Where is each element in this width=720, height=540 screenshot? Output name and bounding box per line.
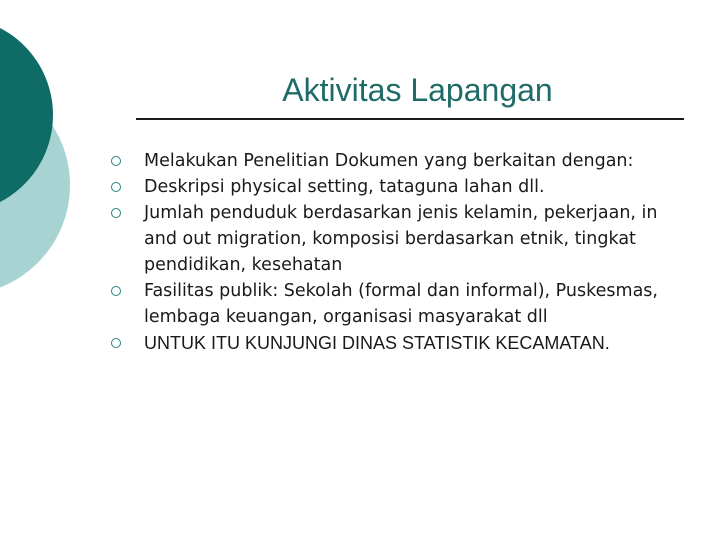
bullet-text: UNTUK ITU KUNJUNGI DINAS STATISTIK KECAMATAN. xyxy=(144,333,610,353)
bullet-item xyxy=(110,174,670,200)
bullet-item xyxy=(110,148,670,174)
title-divider xyxy=(136,118,684,120)
bullet-item xyxy=(110,200,670,278)
hollow-circle-bullet-icon xyxy=(111,338,121,348)
hollow-circle-bullet-icon xyxy=(111,156,121,166)
bullet-text: Jumlah penduduk berdasarkan jenis kelamin, pekerjaan, in and out migration, komposisi berdasarkan etnik, tingkat pendidikan, kesehatan xyxy=(144,203,658,275)
bullet-list xyxy=(110,148,670,357)
bullet-text: Melakukan Penelitian Dokumen yang berkaitan dengan: xyxy=(144,151,634,171)
bullet-text: Deskripsi physical setting, tataguna lahan dll. xyxy=(144,177,545,197)
decorative-teal-circles xyxy=(0,0,120,300)
bullet-item xyxy=(110,278,670,330)
slide-title: Aktivitas Lapangan xyxy=(282,72,553,108)
bullet-item xyxy=(110,330,670,357)
hollow-circle-bullet-icon xyxy=(111,286,121,296)
hollow-circle-bullet-icon xyxy=(111,208,121,218)
hollow-circle-bullet-icon xyxy=(111,182,121,192)
bullet-text: Fasilitas publik: Sekolah (formal dan informal), Puskesmas, lembaga keuangan, organisasi masyarakat dll xyxy=(144,281,658,327)
